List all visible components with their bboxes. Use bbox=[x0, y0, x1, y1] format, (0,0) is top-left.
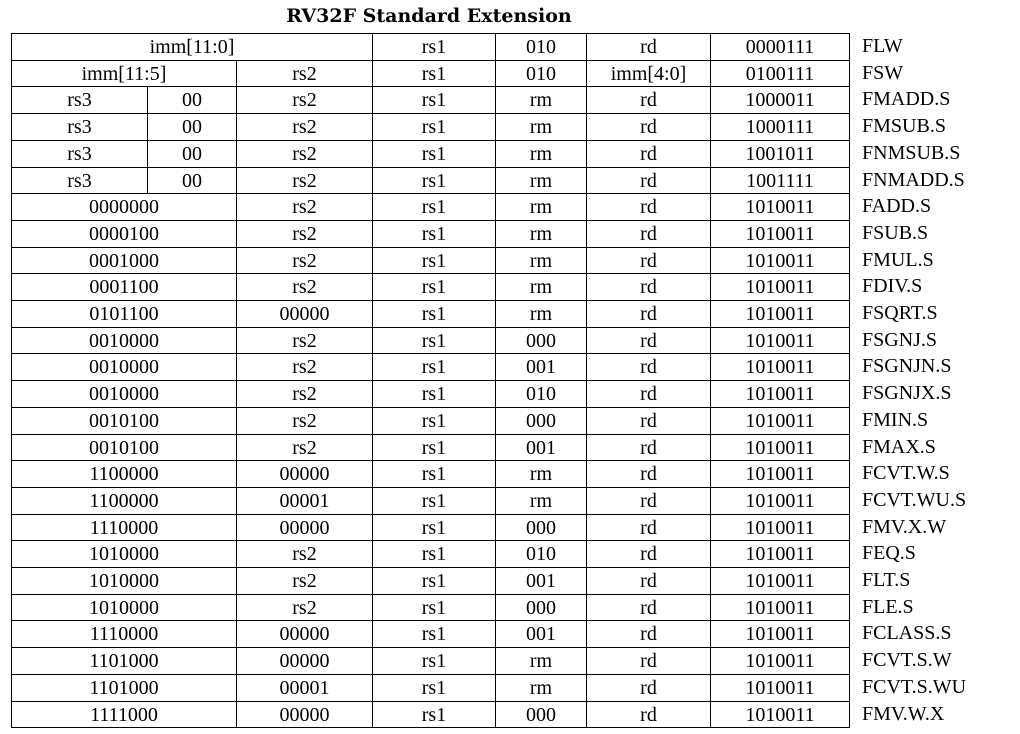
rd-field: rd bbox=[586, 647, 711, 675]
rs1-field: rs1 bbox=[372, 193, 496, 221]
rs1-field: rs1 bbox=[372, 460, 496, 488]
instruction-name: FMUL.S bbox=[862, 249, 934, 271]
funct7-field: 0010100 bbox=[11, 434, 237, 461]
fmt-field: 00 bbox=[147, 140, 237, 168]
rs1-field: rs1 bbox=[372, 273, 496, 301]
rd-field: rd bbox=[586, 407, 711, 435]
instruction-name: FLT.S bbox=[862, 569, 911, 591]
rs2-field: rs2 bbox=[236, 594, 373, 621]
rs1-field: rs1 bbox=[372, 487, 496, 515]
funct7-field: 0001000 bbox=[11, 247, 237, 274]
rd-field: rd bbox=[586, 193, 711, 221]
opcode-field: 1010011 bbox=[710, 567, 850, 595]
instruction-name: FCVT.S.WU bbox=[862, 676, 967, 698]
rm-field: rm bbox=[495, 220, 587, 248]
rs3-field: rs3 bbox=[11, 86, 148, 114]
rs2-field: rs2 bbox=[236, 540, 373, 568]
rs2-field: 00000 bbox=[236, 460, 373, 488]
rm-field: 001 bbox=[495, 620, 587, 648]
opcode-field: 0100111 bbox=[710, 60, 850, 87]
instruction-name: FNMSUB.S bbox=[862, 142, 961, 164]
instruction-name: FSGNJN.S bbox=[862, 355, 952, 377]
rs2-field: 00000 bbox=[236, 620, 373, 648]
rs2-field: rs2 bbox=[236, 380, 373, 408]
rm-field: 000 bbox=[495, 594, 587, 621]
rm-field: rm bbox=[495, 247, 587, 274]
rm-field: 010 bbox=[495, 540, 587, 568]
rs3-field: rs3 bbox=[11, 113, 148, 141]
rd-field: rd bbox=[586, 353, 711, 381]
rs2-field: rs2 bbox=[236, 407, 373, 435]
instruction-name: FDIV.S bbox=[862, 275, 923, 297]
rd-field: rd bbox=[586, 113, 711, 141]
rs1-field: rs1 bbox=[372, 407, 496, 435]
rs2-field: rs2 bbox=[236, 193, 373, 221]
rs2-field: rs2 bbox=[236, 434, 373, 461]
opcode-field: 1010011 bbox=[710, 460, 850, 488]
rm-field: 000 bbox=[495, 514, 587, 541]
rs2-field: rs2 bbox=[236, 220, 373, 248]
rs2-field: 00000 bbox=[236, 647, 373, 675]
rm-field: 001 bbox=[495, 567, 587, 595]
opcode-field: 1010011 bbox=[710, 620, 850, 648]
funct7-field: 0010100 bbox=[11, 407, 237, 435]
rs1-field: rs1 bbox=[372, 567, 496, 595]
instruction-name: FLW bbox=[862, 35, 903, 57]
fmt-field: 00 bbox=[147, 167, 237, 194]
opcode-field: 0000111 bbox=[710, 33, 850, 61]
rs2-field: rs2 bbox=[236, 60, 373, 87]
rs1-field: rs1 bbox=[372, 434, 496, 461]
rs1-field: rs1 bbox=[372, 60, 496, 87]
instruction-name: FCLASS.S bbox=[862, 622, 952, 644]
rs2-field: 00001 bbox=[236, 674, 373, 702]
rs1-field: rs1 bbox=[372, 380, 496, 408]
rd-field: rd bbox=[586, 380, 711, 408]
rm-field: rm bbox=[495, 193, 587, 221]
rs2-field: rs2 bbox=[236, 113, 373, 141]
rm-field: rm bbox=[495, 273, 587, 301]
rs1-field: rs1 bbox=[372, 33, 496, 61]
instruction-name: FSQRT.S bbox=[862, 302, 938, 324]
instruction-name: FADD.S bbox=[862, 195, 932, 217]
opcode-field: 1010011 bbox=[710, 353, 850, 381]
instruction-name: FCVT.WU.S bbox=[862, 489, 967, 511]
rd-field: rd bbox=[586, 300, 711, 328]
opcode-field: 1010011 bbox=[710, 220, 850, 248]
funct7-field: 1100000 bbox=[11, 487, 237, 515]
instruction-name: FSGNJX.S bbox=[862, 382, 952, 404]
funct7-field: 1010000 bbox=[11, 540, 237, 568]
rs2-field: rs2 bbox=[236, 327, 373, 354]
rd-field: rd bbox=[586, 540, 711, 568]
instruction-name: FLE.S bbox=[862, 596, 914, 618]
rd-field: rd bbox=[586, 86, 711, 114]
opcode-field: 1010011 bbox=[710, 300, 850, 328]
imm-hi-field: imm[11:5] bbox=[11, 60, 237, 87]
instruction-name: FMIN.S bbox=[862, 409, 929, 431]
rs1-field: rs1 bbox=[372, 620, 496, 648]
opcode-field: 1010011 bbox=[710, 380, 850, 408]
rm-field: rm bbox=[495, 460, 587, 488]
rd-field: rd bbox=[586, 273, 711, 301]
funct3-field: 010 bbox=[495, 60, 587, 87]
funct7-field: 1110000 bbox=[11, 620, 237, 648]
fmt-field: 00 bbox=[147, 86, 237, 114]
opcode-field: 1010011 bbox=[710, 487, 850, 515]
opcode-field: 1000111 bbox=[710, 113, 850, 141]
funct7-field: 0000000 bbox=[11, 193, 237, 221]
instruction-name: FCVT.S.W bbox=[862, 649, 952, 671]
rs3-field: rs3 bbox=[11, 167, 148, 194]
rs1-field: rs1 bbox=[372, 701, 496, 728]
rs1-field: rs1 bbox=[372, 540, 496, 568]
rs1-field: rs1 bbox=[372, 86, 496, 114]
rm-field: rm bbox=[495, 300, 587, 328]
rm-field: 000 bbox=[495, 327, 587, 354]
rm-field: rm bbox=[495, 647, 587, 675]
rs2-field: rs2 bbox=[236, 167, 373, 194]
rs3-field: rs3 bbox=[11, 140, 148, 168]
rd-field: rd bbox=[586, 140, 711, 168]
instruction-name: FEQ.S bbox=[862, 542, 916, 564]
rd-field: rd bbox=[586, 701, 711, 728]
instruction-name: FMSUB.S bbox=[862, 115, 946, 137]
rs2-field: rs2 bbox=[236, 86, 373, 114]
opcode-field: 1001011 bbox=[710, 140, 850, 168]
funct3-field: 010 bbox=[495, 33, 587, 61]
funct7-field: 1101000 bbox=[11, 647, 237, 675]
funct7-field: 0001100 bbox=[11, 273, 237, 301]
instruction-name: FMV.X.W bbox=[862, 516, 947, 538]
rs2-field: 00000 bbox=[236, 300, 373, 328]
rd-field: rd bbox=[586, 674, 711, 702]
instruction-name: FSGNJ.S bbox=[862, 329, 938, 351]
rd-field: rd bbox=[586, 220, 711, 248]
opcode-field: 1010011 bbox=[710, 407, 850, 435]
opcode-field: 1010011 bbox=[710, 540, 850, 568]
rs2-field: 00000 bbox=[236, 514, 373, 541]
rs2-field: rs2 bbox=[236, 567, 373, 595]
rs2-field: rs2 bbox=[236, 247, 373, 274]
opcode-field: 1010011 bbox=[710, 514, 850, 541]
opcode-field: 1010011 bbox=[710, 434, 850, 461]
rs1-field: rs1 bbox=[372, 140, 496, 168]
funct7-field: 1010000 bbox=[11, 567, 237, 595]
instruction-name: FMV.W.X bbox=[862, 703, 945, 725]
rs2-field: rs2 bbox=[236, 140, 373, 168]
funct7-field: 0010000 bbox=[11, 327, 237, 354]
funct7-field: 1110000 bbox=[11, 514, 237, 541]
opcode-field: 1010011 bbox=[710, 193, 850, 221]
rm-field: rm bbox=[495, 113, 587, 141]
rd-field: rd bbox=[586, 567, 711, 595]
fmt-field: 00 bbox=[147, 113, 237, 141]
funct7-field: 1111000 bbox=[11, 701, 237, 728]
opcode-field: 1010011 bbox=[710, 327, 850, 354]
rs1-field: rs1 bbox=[372, 113, 496, 141]
rs2-field: 00000 bbox=[236, 701, 373, 728]
rs2-field: rs2 bbox=[236, 273, 373, 301]
rm-field: 000 bbox=[495, 701, 587, 728]
opcode-field: 1010011 bbox=[710, 273, 850, 301]
rd-field: rd bbox=[586, 620, 711, 648]
instruction-name: FNMADD.S bbox=[862, 169, 965, 191]
rd-field: rd bbox=[586, 327, 711, 354]
opcode-field: 1010011 bbox=[710, 701, 850, 728]
rm-field: rm bbox=[495, 674, 587, 702]
rm-field: rm bbox=[495, 140, 587, 168]
instruction-name: FSW bbox=[862, 62, 904, 84]
rs1-field: rs1 bbox=[372, 220, 496, 248]
rd-field: rd bbox=[586, 247, 711, 274]
rm-field: 010 bbox=[495, 380, 587, 408]
rm-field: rm bbox=[495, 167, 587, 194]
funct7-field: 0101100 bbox=[11, 300, 237, 328]
opcode-field: 1000011 bbox=[710, 86, 850, 114]
opcode-field: 1001111 bbox=[710, 167, 850, 194]
rm-field: rm bbox=[495, 86, 587, 114]
rs2-field: 00001 bbox=[236, 487, 373, 515]
rm-field: rm bbox=[495, 487, 587, 515]
rs1-field: rs1 bbox=[372, 594, 496, 621]
opcode-field: 1010011 bbox=[710, 647, 850, 675]
rm-field: 000 bbox=[495, 407, 587, 435]
rs1-field: rs1 bbox=[372, 247, 496, 274]
rd-field: rd bbox=[586, 33, 711, 61]
opcode-field: 1010011 bbox=[710, 247, 850, 274]
opcode-field: 1010011 bbox=[710, 674, 850, 702]
rs1-field: rs1 bbox=[372, 300, 496, 328]
funct7-field: 0010000 bbox=[11, 380, 237, 408]
imm-field: imm[11:0] bbox=[11, 33, 373, 61]
rs1-field: rs1 bbox=[372, 353, 496, 381]
instruction-name: FCVT.W.S bbox=[862, 462, 950, 484]
rs1-field: rs1 bbox=[372, 647, 496, 675]
rs1-field: rs1 bbox=[372, 327, 496, 354]
funct7-field: 1100000 bbox=[11, 460, 237, 488]
funct7-field: 1010000 bbox=[11, 594, 237, 621]
rs1-field: rs1 bbox=[372, 674, 496, 702]
rd-field: rd bbox=[586, 514, 711, 541]
rs1-field: rs1 bbox=[372, 167, 496, 194]
instruction-name: FSUB.S bbox=[862, 222, 929, 244]
funct7-field: 0000100 bbox=[11, 220, 237, 248]
funct7-field: 1101000 bbox=[11, 674, 237, 702]
instruction-name: FMAX.S bbox=[862, 436, 936, 458]
rd-field: rd bbox=[586, 167, 711, 194]
rs1-field: rs1 bbox=[372, 514, 496, 541]
instruction-name: FMADD.S bbox=[862, 88, 951, 110]
rs2-field: rs2 bbox=[236, 353, 373, 381]
imm-lo-field: imm[4:0] bbox=[586, 60, 711, 87]
opcode-field: 1010011 bbox=[710, 594, 850, 621]
rd-field: rd bbox=[586, 434, 711, 461]
rm-field: 001 bbox=[495, 353, 587, 381]
rd-field: rd bbox=[586, 594, 711, 621]
table-title: RV32F Standard Extension bbox=[286, 5, 572, 27]
rd-field: rd bbox=[586, 487, 711, 515]
rm-field: 001 bbox=[495, 434, 587, 461]
funct7-field: 0010000 bbox=[11, 353, 237, 381]
rd-field: rd bbox=[586, 460, 711, 488]
